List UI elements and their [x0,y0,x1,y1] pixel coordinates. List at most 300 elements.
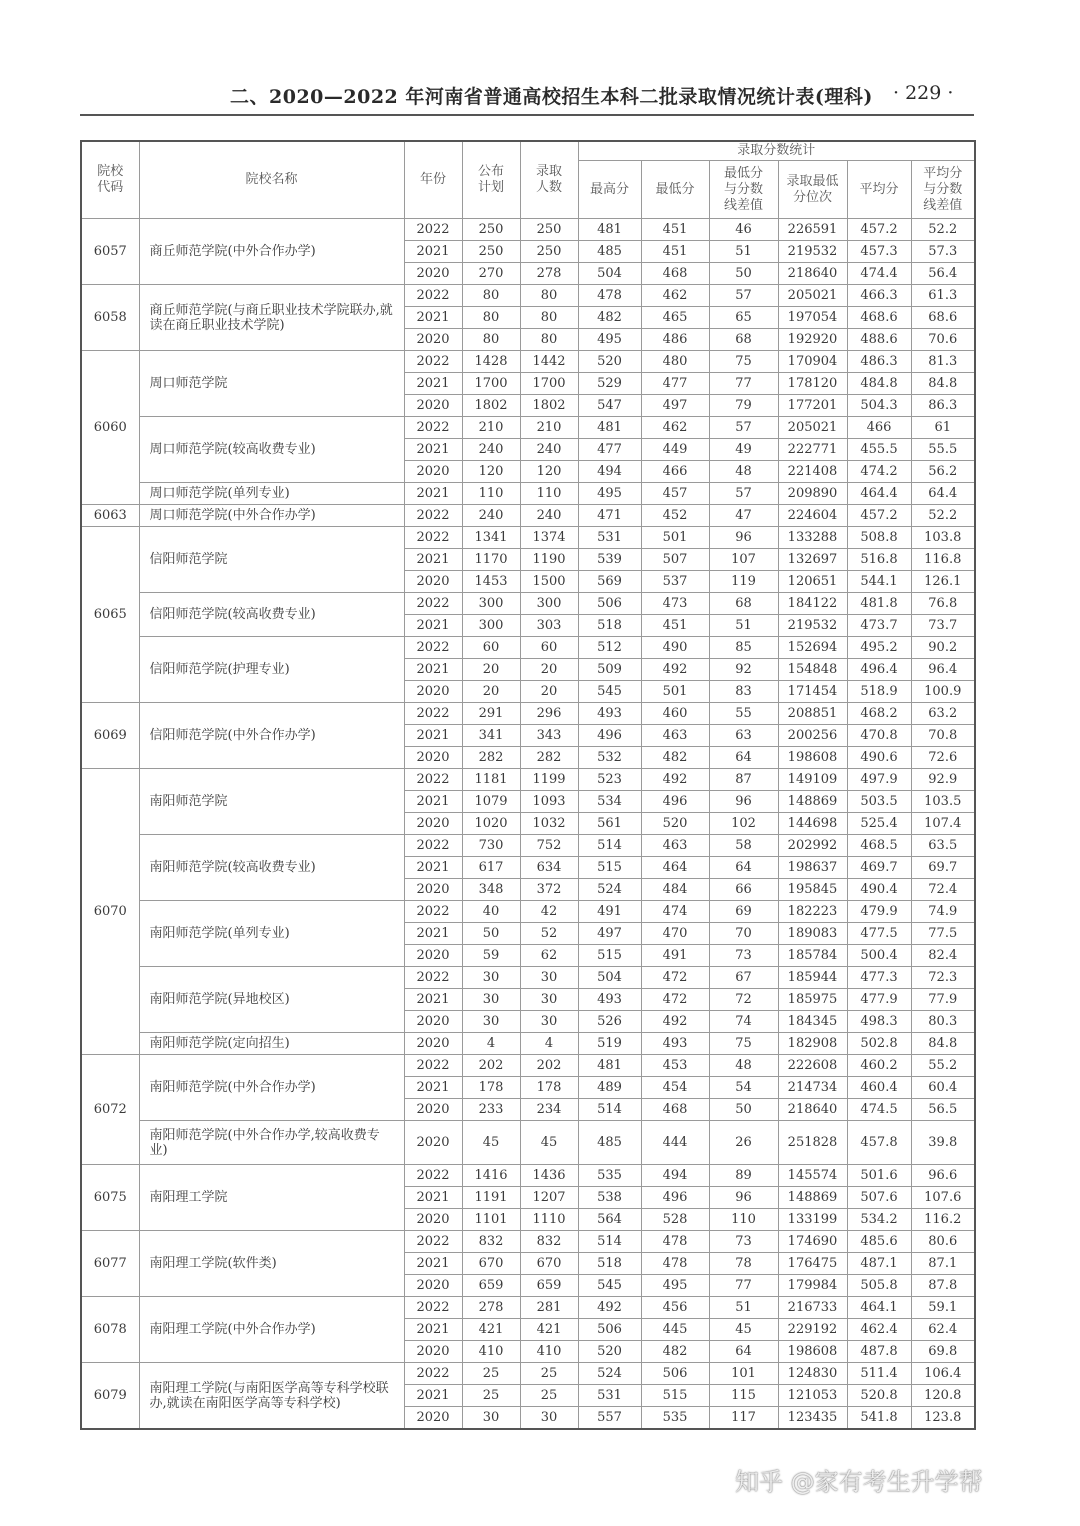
cell-admitted: 1093 [520,791,578,813]
cell-year: 2021 [404,725,462,747]
cell-plan: 617 [462,857,520,879]
cell-plan: 50 [462,923,520,945]
cell-min-diff: 68 [709,329,778,351]
school-code: 6058 [81,285,139,351]
cell-admitted: 20 [520,659,578,681]
cell-min-diff: 67 [709,967,778,989]
cell-max: 515 [578,857,641,879]
cell-min: 501 [641,527,709,549]
table-row [81,1165,975,1187]
school-name: 信阳师范学院(中外合作办学) [139,703,404,769]
cell-min: 468 [641,1099,709,1121]
cell-min-diff: 64 [709,747,778,769]
cell-plan: 45 [462,1121,520,1165]
cell-min: 457 [641,483,709,505]
cell-avg: 497.9 [847,769,911,791]
cell-avg-diff: 76.8 [911,593,975,615]
cell-avg: 455.5 [847,439,911,461]
cell-min: 462 [641,417,709,439]
table-row [81,219,975,241]
cell-min-diff: 92 [709,659,778,681]
col-admitted: 录取人数 [520,141,578,219]
cell-avg: 457.2 [847,505,911,527]
cell-admitted: 1700 [520,373,578,395]
col-name: 院校名称 [139,141,404,219]
cell-max: 514 [578,1231,641,1253]
cell-avg-diff: 86.3 [911,395,975,417]
cell-admitted: 178 [520,1077,578,1099]
cell-min: 528 [641,1209,709,1231]
cell-plan: 59 [462,945,520,967]
cell-min-rank: 176475 [778,1253,847,1275]
cell-avg-diff: 56.2 [911,461,975,483]
cell-max: 520 [578,1341,641,1363]
cell-min: 466 [641,461,709,483]
cell-plan: 30 [462,1011,520,1033]
table-row [81,1297,975,1319]
cell-plan: 1428 [462,351,520,373]
zhihu-watermark: 知乎 @家有考生升学帮 [735,1468,983,1496]
cell-plan: 1020 [462,813,520,835]
cell-year: 2021 [404,1187,462,1209]
school-name: 周口师范学院 [139,351,404,417]
cell-max: 519 [578,1033,641,1055]
cell-avg-diff: 96.6 [911,1165,975,1187]
cell-avg-diff: 90.2 [911,637,975,659]
cell-year: 2020 [404,1011,462,1033]
cell-min: 492 [641,659,709,681]
school-name: 南阳师范学院 [139,769,404,835]
cell-min-diff: 107 [709,549,778,571]
school-code: 6072 [81,1055,139,1165]
cell-year: 2020 [404,1099,462,1121]
cell-min: 482 [641,747,709,769]
cell-admitted: 240 [520,439,578,461]
cell-year: 2020 [404,1275,462,1297]
cell-year: 2022 [404,1231,462,1253]
cell-avg: 479.9 [847,901,911,923]
cell-avg: 487.8 [847,1341,911,1363]
cell-min: 453 [641,1055,709,1077]
cell-avg-diff: 107.4 [911,813,975,835]
cell-min: 473 [641,593,709,615]
cell-min-rank: 189083 [778,923,847,945]
cell-max: 495 [578,329,641,351]
cell-min-rank: 124830 [778,1363,847,1385]
cell-avg-diff: 126.1 [911,571,975,593]
school-name: 南阳师范学院(中外合作办学,较高收费专业) [139,1121,404,1165]
cell-avg-diff: 68.6 [911,307,975,329]
col-year: 年份 [404,141,462,219]
cell-min: 494 [641,1165,709,1187]
cell-admitted: 250 [520,219,578,241]
cell-avg-diff: 82.4 [911,945,975,967]
cell-avg-diff: 80.6 [911,1231,975,1253]
cell-plan: 110 [462,483,520,505]
cell-avg: 503.5 [847,791,911,813]
cell-min: 480 [641,351,709,373]
cell-min: 496 [641,1187,709,1209]
cell-max: 569 [578,571,641,593]
page-number: · 229 · [893,82,954,104]
cell-year: 2022 [404,1055,462,1077]
cell-min-diff: 55 [709,703,778,725]
cell-avg-diff: 120.8 [911,1385,975,1407]
cell-min-rank: 197054 [778,307,847,329]
cell-min-diff: 73 [709,945,778,967]
cell-year: 2021 [404,241,462,263]
cell-min-diff: 51 [709,241,778,263]
cell-min-rank: 198608 [778,747,847,769]
cell-avg-diff: 62.4 [911,1319,975,1341]
cell-avg-diff: 77.9 [911,989,975,1011]
cell-avg: 502.8 [847,1033,911,1055]
cell-min-rank: 170904 [778,351,847,373]
cell-avg-diff: 60.4 [911,1077,975,1099]
cell-min-diff: 58 [709,835,778,857]
cell-min-diff: 75 [709,1033,778,1055]
cell-avg: 484.8 [847,373,911,395]
cell-avg-diff: 77.5 [911,923,975,945]
school-name: 南阳师范学院(较高收费专业) [139,835,404,901]
cell-avg: 468.2 [847,703,911,725]
cell-min: 463 [641,725,709,747]
cell-admitted: 1374 [520,527,578,549]
col-min-rank: 录取最低分位次 [778,161,847,219]
cell-min: 484 [641,879,709,901]
cell-avg: 460.2 [847,1055,911,1077]
cell-year: 2020 [404,1033,462,1055]
cell-year: 2022 [404,1165,462,1187]
cell-plan: 730 [462,835,520,857]
cell-max: 504 [578,967,641,989]
cell-min-diff: 119 [709,571,778,593]
cell-min-diff: 102 [709,813,778,835]
cell-min-rank: 222771 [778,439,847,461]
cell-avg: 473.7 [847,615,911,637]
cell-max: 518 [578,615,641,637]
cell-plan: 40 [462,901,520,923]
cell-avg: 534.2 [847,1209,911,1231]
cell-admitted: 659 [520,1275,578,1297]
cell-max: 482 [578,307,641,329]
cell-min-rank: 218640 [778,1099,847,1121]
cell-min-rank: 121053 [778,1385,847,1407]
cell-min-diff: 63 [709,725,778,747]
table-row [81,637,975,659]
cell-admitted: 52 [520,923,578,945]
cell-min-rank: 179984 [778,1275,847,1297]
cell-min-diff: 78 [709,1253,778,1275]
cell-max: 481 [578,1055,641,1077]
cell-avg-diff: 107.6 [911,1187,975,1209]
cell-year: 2022 [404,1363,462,1385]
cell-avg-diff: 59.1 [911,1297,975,1319]
table-row [81,527,975,549]
cell-avg-diff: 61 [911,417,975,439]
cell-max: 481 [578,219,641,241]
cell-admitted: 80 [520,307,578,329]
cell-min: 445 [641,1319,709,1341]
cell-max: 509 [578,659,641,681]
cell-min-diff: 89 [709,1165,778,1187]
cell-max: 496 [578,725,641,747]
cell-min-diff: 57 [709,285,778,307]
cell-year: 2021 [404,791,462,813]
cell-max: 518 [578,1253,641,1275]
cell-min-rank: 152694 [778,637,847,659]
cell-max: 494 [578,461,641,483]
cell-max: 514 [578,1099,641,1121]
school-name: 周口师范学院(较高收费专业) [139,417,404,483]
cell-year: 2021 [404,857,462,879]
cell-min-diff: 74 [709,1011,778,1033]
cell-min-diff: 85 [709,637,778,659]
cell-min: 492 [641,1011,709,1033]
cell-max: 545 [578,1275,641,1297]
cell-min-diff: 77 [709,373,778,395]
school-name: 商丘师范学院(中外合作办学) [139,219,404,285]
cell-year: 2022 [404,703,462,725]
cell-admitted: 281 [520,1297,578,1319]
cell-admitted: 210 [520,417,578,439]
table-row [81,769,975,791]
cell-avg-diff: 74.9 [911,901,975,923]
cell-year: 2022 [404,835,462,857]
school-code: 6060 [81,351,139,505]
cell-min-diff: 96 [709,1187,778,1209]
cell-avg: 457.2 [847,219,911,241]
cell-plan: 80 [462,307,520,329]
cell-admitted: 202 [520,1055,578,1077]
cell-avg: 518.9 [847,681,911,703]
cell-avg: 507.6 [847,1187,911,1209]
cell-avg-diff: 72.6 [911,747,975,769]
cell-plan: 291 [462,703,520,725]
table-row [81,505,975,527]
cell-min: 507 [641,549,709,571]
cell-min-rank: 133288 [778,527,847,549]
cell-avg-diff: 69.8 [911,1341,975,1363]
cell-plan: 233 [462,1099,520,1121]
cell-admitted: 303 [520,615,578,637]
cell-year: 2020 [404,813,462,835]
cell-admitted: 300 [520,593,578,615]
cell-min-rank: 226591 [778,219,847,241]
cell-plan: 30 [462,989,520,1011]
cell-plan: 120 [462,461,520,483]
cell-avg: 544.1 [847,571,911,593]
cell-avg: 466 [847,417,911,439]
cell-admitted: 80 [520,329,578,351]
cell-year: 2022 [404,417,462,439]
table-row [81,483,975,505]
school-code: 6057 [81,219,139,285]
school-code: 6077 [81,1231,139,1297]
cell-year: 2020 [404,461,462,483]
cell-min: 452 [641,505,709,527]
school-code: 6069 [81,703,139,769]
cell-max: 557 [578,1407,641,1430]
cell-plan: 4 [462,1033,520,1055]
cell-min: 468 [641,263,709,285]
cell-max: 524 [578,879,641,901]
cell-avg-diff: 63.2 [911,703,975,725]
cell-avg: 488.6 [847,329,911,351]
cell-max: 512 [578,637,641,659]
cell-min: 463 [641,835,709,857]
cell-plan: 250 [462,241,520,263]
cell-year: 2022 [404,637,462,659]
cell-min-diff: 117 [709,1407,778,1430]
table-row [81,901,975,923]
admission-table [80,140,976,1430]
cell-admitted: 62 [520,945,578,967]
cell-plan: 1416 [462,1165,520,1187]
cell-avg-diff: 56.5 [911,1099,975,1121]
cell-avg: 477.9 [847,989,911,1011]
cell-min-diff: 47 [709,505,778,527]
col-avg: 平均分 [847,161,911,219]
cell-avg: 504.3 [847,395,911,417]
school-name: 南阳师范学院(单列专业) [139,901,404,967]
cell-max: 531 [578,1385,641,1407]
cell-admitted: 1500 [520,571,578,593]
cell-avg: 464.1 [847,1297,911,1319]
cell-max: 524 [578,1363,641,1385]
cell-min-diff: 57 [709,417,778,439]
table-row [81,1121,975,1165]
cell-max: 561 [578,813,641,835]
cell-avg: 501.6 [847,1165,911,1187]
cell-plan: 20 [462,659,520,681]
cell-max: 526 [578,1011,641,1033]
cell-admitted: 1032 [520,813,578,835]
cell-min-rank: 221408 [778,461,847,483]
cell-plan: 1101 [462,1209,520,1231]
cell-admitted: 421 [520,1319,578,1341]
cell-avg: 460.4 [847,1077,911,1099]
cell-year: 2021 [404,989,462,1011]
cell-avg: 525.4 [847,813,911,835]
cell-avg: 468.5 [847,835,911,857]
cell-min: 497 [641,395,709,417]
cell-avg: 511.4 [847,1363,911,1385]
school-name: 南阳师范学院(异地校区) [139,967,404,1033]
cell-admitted: 25 [520,1363,578,1385]
cell-max: 564 [578,1209,641,1231]
cell-avg-diff: 87.1 [911,1253,975,1275]
cell-max: 504 [578,263,641,285]
cell-plan: 80 [462,285,520,307]
cell-avg-diff: 64.4 [911,483,975,505]
cell-year: 2020 [404,1121,462,1165]
cell-avg-diff: 116.8 [911,549,975,571]
cell-avg-diff: 63.5 [911,835,975,857]
cell-year: 2022 [404,505,462,527]
cell-avg: 469.7 [847,857,911,879]
cell-avg-diff: 61.3 [911,285,975,307]
cell-max: 538 [578,1187,641,1209]
school-name: 南阳理工学院 [139,1165,404,1231]
cell-plan: 278 [462,1297,520,1319]
cell-min-diff: 65 [709,307,778,329]
cell-min: 478 [641,1231,709,1253]
cell-plan: 240 [462,505,520,527]
cell-min: 501 [641,681,709,703]
cell-min-rank: 205021 [778,417,847,439]
cell-avg: 490.4 [847,879,911,901]
cell-year: 2021 [404,615,462,637]
cell-year: 2020 [404,681,462,703]
cell-max: 477 [578,439,641,461]
school-code: 6063 [81,505,139,527]
cell-min: 482 [641,1341,709,1363]
cell-avg: 500.4 [847,945,911,967]
cell-max: 497 [578,923,641,945]
cell-min: 451 [641,219,709,241]
cell-avg-diff: 103.5 [911,791,975,813]
cell-min-diff: 54 [709,1077,778,1099]
col-avg-diff: 平均分与分数线差值 [911,161,975,219]
cell-admitted: 20 [520,681,578,703]
cell-max: 493 [578,989,641,1011]
cell-min-diff: 70 [709,923,778,945]
col-max: 最高分 [578,161,641,219]
cell-avg: 495.2 [847,637,911,659]
cell-plan: 30 [462,967,520,989]
cell-min-rank: 149109 [778,769,847,791]
cell-min-rank: 185944 [778,967,847,989]
cell-min: 506 [641,1363,709,1385]
cell-min: 486 [641,329,709,351]
cell-plan: 30 [462,1407,520,1430]
cell-year: 2021 [404,1319,462,1341]
cell-min-rank: 218640 [778,263,847,285]
cell-min-diff: 66 [709,879,778,901]
cell-min: 472 [641,989,709,1011]
cell-min: 474 [641,901,709,923]
cell-avg: 464.4 [847,483,911,505]
cell-year: 2021 [404,659,462,681]
cell-avg: 520.8 [847,1385,911,1407]
cell-plan: 421 [462,1319,520,1341]
cell-min-diff: 46 [709,219,778,241]
cell-admitted: 4 [520,1033,578,1055]
cell-year: 2022 [404,351,462,373]
cell-min-rank: 229192 [778,1319,847,1341]
cell-min-rank: 184122 [778,593,847,615]
cell-max: 520 [578,351,641,373]
cell-year: 2021 [404,549,462,571]
table-row [81,351,975,373]
cell-admitted: 634 [520,857,578,879]
cell-min-rank: 205021 [778,285,847,307]
cell-min-rank: 177201 [778,395,847,417]
cell-avg: 468.6 [847,307,911,329]
cell-min: 449 [641,439,709,461]
cell-min-rank: 148869 [778,1187,847,1209]
cell-max: 495 [578,483,641,505]
cell-avg: 481.8 [847,593,911,615]
cell-min-diff: 96 [709,791,778,813]
cell-min-rank: 185975 [778,989,847,1011]
cell-max: 506 [578,1319,641,1341]
cell-avg-diff: 106.4 [911,1363,975,1385]
cell-min: 456 [641,1297,709,1319]
cell-min: 491 [641,945,709,967]
cell-min-rank: 251828 [778,1121,847,1165]
